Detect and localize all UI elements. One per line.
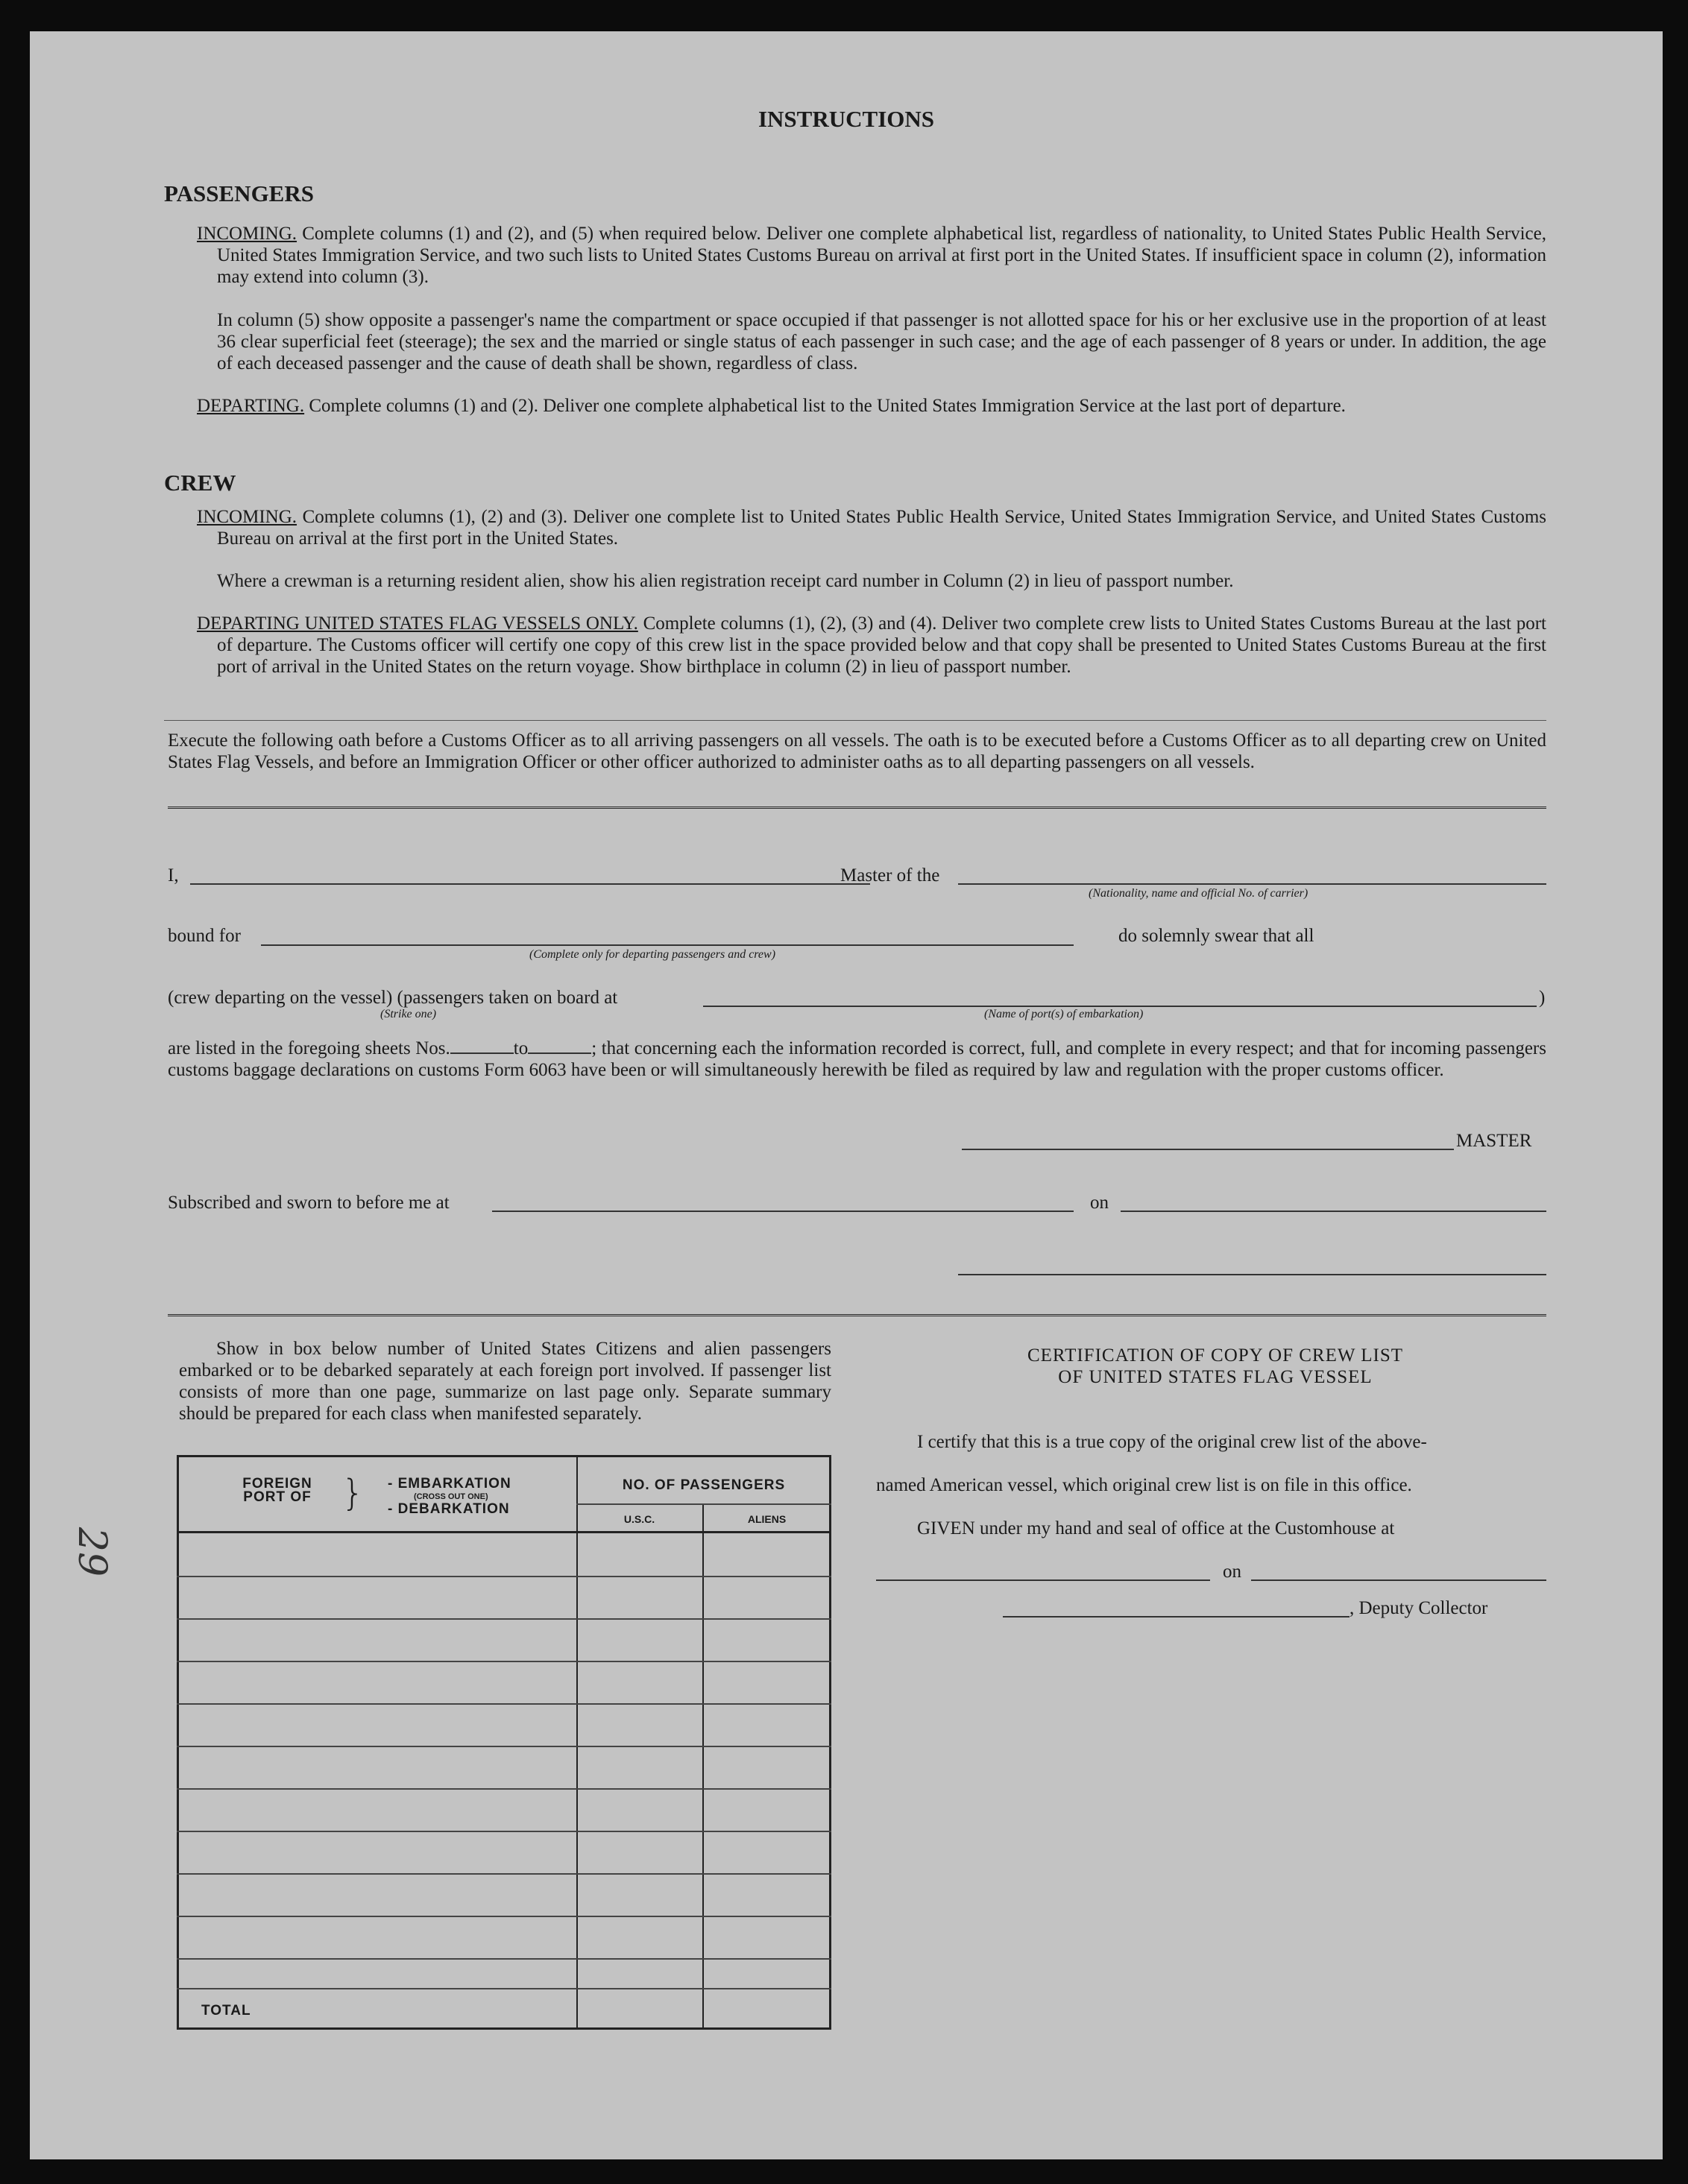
certify-line-2: named American vessel, which original crew list is on file in this office. — [876, 1475, 1412, 1495]
double-rule-bottom — [168, 1314, 1546, 1318]
listed-rest: ; that concerning each the information recorded is correct, full, and complete in every respect; and that for incoming passengers customs baggage declarations on customs Form 6063 have been or will simultaneously herewith be filed as required by law and regulation with the proper customs officer. — [168, 1038, 1546, 1080]
table-row[interactable] — [177, 1831, 831, 1832]
master-name-field[interactable] — [190, 883, 870, 885]
oath-instructions: Execute the following oath before a Customs Officer as to all arriving passengers on all vessels. The oath is to be executed before a Customs Officer as to all departing crew on United States Flag Vessels, and before an Immigration Officer or other officer authorized to administer oaths as to all departing passengers on all vessels. — [168, 730, 1546, 772]
crew-departing-section — [197, 613, 1546, 678]
officer-signature-field[interactable] — [958, 1274, 1546, 1275]
sworn-date-field[interactable] — [1121, 1211, 1546, 1212]
table-row[interactable] — [177, 1916, 831, 1917]
master-of-the-label: Master of the — [840, 865, 940, 886]
crew-passengers-text: (crew departing on the vessel) (passengers taken on board at — [168, 988, 618, 1008]
certification-on-label: on — [1223, 1562, 1241, 1582]
sworn-on-label: on — [1090, 1193, 1109, 1213]
col-foreign-port: FOREIGN PORT OF — [242, 1476, 312, 1505]
col-aliens: ALIENS — [747, 1513, 787, 1525]
table-row[interactable] — [177, 1661, 831, 1662]
table-header-rule — [177, 1531, 831, 1533]
crew-crewman-text: Where a crewman is a returning resident alien, show his alien registration receipt card number in Column (2) in lieu of passport number. — [217, 571, 1234, 591]
master-signature-field[interactable] — [962, 1149, 1454, 1150]
passengers-departing-text: Complete columns (1) and (2). Deliver one complete alphabetical list to the United States Immigration Service at the last port of departure. — [309, 396, 1346, 416]
carrier-caption: (Nationality, name and official No. of carrier) — [1089, 887, 1308, 900]
col-no-of-passengers: NO. OF PASSENGERS — [622, 1477, 786, 1493]
table-subheader-rule — [576, 1503, 831, 1505]
certification-heading-2: OF UNITED STATES FLAG VESSEL — [1058, 1367, 1373, 1387]
deputy-signature-field[interactable] — [1003, 1616, 1350, 1618]
table-row[interactable] — [177, 1746, 831, 1747]
port-caption: (Name of port(s) of embarkation) — [984, 1008, 1144, 1020]
do-swear-text: do solemnly swear that all — [1118, 926, 1314, 946]
table-row[interactable] — [177, 1873, 831, 1875]
close-paren: ) — [1539, 988, 1546, 1008]
certification-date-field[interactable] — [1251, 1579, 1546, 1581]
bound-for-label: bound for — [168, 926, 241, 946]
bound-for-field[interactable] — [261, 944, 1074, 946]
listed-to: to — [513, 1038, 529, 1058]
divider-rule — [164, 720, 1546, 721]
table-row[interactable] — [177, 1618, 831, 1620]
summary-table — [177, 1455, 831, 2030]
brace-glyph: } — [341, 1472, 365, 1514]
table-row[interactable] — [177, 1576, 831, 1577]
table-row[interactable] — [177, 1988, 831, 1989]
col-debarkation: - DEBARKATION — [388, 1501, 510, 1517]
col-cross-out: (CROSS OUT ONE) — [414, 1492, 488, 1501]
double-rule-top — [168, 807, 1546, 810]
page-title: INSTRUCTIONS — [758, 106, 934, 132]
deputy-collector-label: , Deputy Collector — [1350, 1598, 1488, 1618]
sheet-to-field[interactable] — [528, 1038, 591, 1054]
passengers-incoming-text: Complete columns (1) and (2), and (5) when required below. Deliver one complete alphabetical list, regardless of nationality, to United States Public Health Service, United States Immigration Service, and two such lists to United States Customs Bureau on arrival at first port in the United States. If insufficient space in column (2), information may extend into column (3). — [217, 224, 1547, 287]
given-line: GIVEN under my hand and seal of office at the Customhouse at — [917, 1518, 1395, 1538]
sheet-from-field[interactable] — [450, 1038, 514, 1054]
total-label: TOTAL — [201, 2003, 251, 2019]
crew-departing-label: DEPARTING UNITED STATES FLAG VESSELS ONLY. — [197, 613, 638, 634]
summary-instructions: Show in box below number of United States Citizens and alien passengers embarked or to be debarked separately at each foreign port involved. If passenger list consists of more than one page, summarize on last page only. Separate summary should be prepared for each class when manifested separately. — [179, 1339, 831, 1424]
passengers-column5-text: In column (5) show opposite a passenger's name the compartment or space occupied if that passenger is not allotted space for his or her exclusive use in the proportion of at least 36 clear superficial feet (steerage); the sex and the married or single status of each passenger in such case; and the age of each passenger of 8 years or under. In addition, the age of each deceased passenger and the cause of death shall be shown, regardless of class. — [217, 310, 1546, 373]
table-row[interactable] — [177, 1703, 831, 1705]
table-row[interactable] — [177, 1788, 831, 1790]
col-embarkation: - EMBARKATION — [388, 1476, 511, 1492]
master-label: MASTER — [1456, 1131, 1532, 1151]
oath-i-label: I, — [168, 865, 179, 886]
handwritten-margin-mark: 29 — [69, 1527, 115, 1577]
sworn-at-field[interactable] — [492, 1211, 1074, 1212]
col-usc: U.S.C. — [623, 1513, 655, 1525]
table-row[interactable] — [177, 1958, 831, 1960]
crew-heading: CREW — [164, 470, 236, 496]
carrier-field[interactable] — [958, 883, 1546, 885]
table-divider-port — [576, 1455, 578, 2030]
crew-departing-text: Complete columns (1), (2), (3) and (4). Deliver two complete crew lists to United States Customs Bureau at the last port of departure. The Customs officer will certify one copy of this crew list in the space provided below and that copy shall be presented to United States Customs Bureau at the first port of arrival in the United States on the return voyage. Show birthplace in column (2) in lieu of passport number. — [217, 613, 1546, 677]
listed-paragraph — [168, 1038, 1546, 1081]
passengers-departing-label: DEPARTING. — [197, 396, 305, 416]
certification-heading-1: CERTIFICATION OF COPY OF CREW LIST — [1027, 1345, 1404, 1366]
table-divider-usc — [702, 1503, 704, 2030]
certify-line-1: I certify that this is a true copy of the original crew list of the above- — [917, 1432, 1427, 1452]
customhouse-field[interactable] — [876, 1579, 1210, 1581]
bound-for-caption: (Complete only for departing passengers and crew) — [529, 948, 776, 961]
passengers-incoming-section — [197, 223, 1546, 288]
passengers-departing-section — [197, 395, 1546, 417]
listed-pre: are listed in the foregoing sheets Nos. — [168, 1038, 450, 1058]
crew-incoming-text: Complete columns (1), (2) and (3). Deliver one complete list to United States Public Health Service, United States Immigration Service, and United States Customs Bureau on arrival at the first port in the United States. — [217, 507, 1547, 549]
passengers-heading: PASSENGERS — [164, 180, 314, 206]
crew-incoming-label: INCOMING. — [197, 507, 297, 527]
crew-incoming-section — [197, 506, 1546, 549]
subscribed-label: Subscribed and sworn to before me at — [168, 1193, 450, 1213]
port-embarkation-field[interactable] — [703, 1006, 1537, 1007]
passengers-incoming-label: INCOMING. — [197, 224, 297, 244]
strike-one-caption: (Strike one) — [380, 1008, 437, 1020]
form-page — [30, 31, 1663, 2159]
